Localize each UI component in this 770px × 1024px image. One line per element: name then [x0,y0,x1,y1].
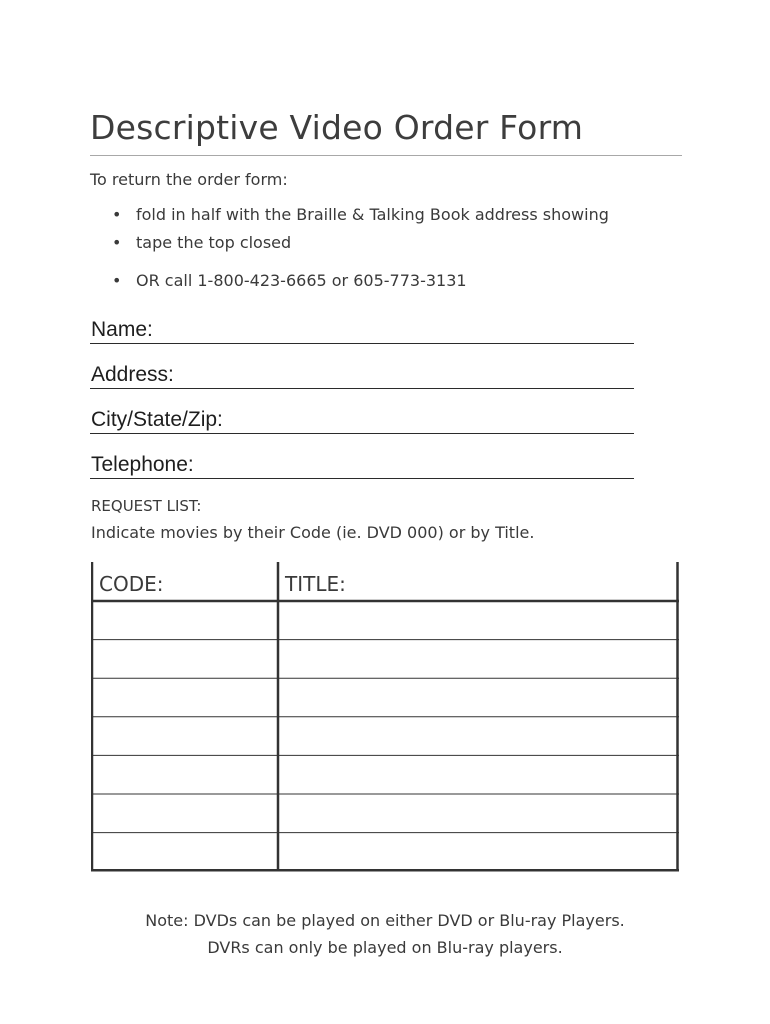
title-cell[interactable] [281,642,674,677]
bullet-icon: • [112,271,122,290]
request-list-heading: REQUEST LIST: [91,497,202,515]
title-divider [90,155,682,156]
code-cell[interactable] [94,835,275,870]
city-state-zip-label: City/State/Zip: [91,408,223,431]
instruction-text: OR call 1-800-423-6665 or 605-773-3131 [136,271,467,290]
name-label: Name: [91,318,153,341]
note-line-1: Note: DVDs can be played on either DVD or Blu-ray Players. [145,911,625,930]
address-field[interactable] [90,360,634,389]
bullet-icon: • [112,233,122,252]
title-cell[interactable] [281,603,674,638]
instruction-text: tape the top closed [136,233,292,252]
code-cell[interactable] [94,642,275,677]
address-label: Address: [91,363,174,386]
telephone-label: Telephone: [91,453,194,476]
title-column-header: TITLE: [285,572,346,596]
request-table [91,562,679,872]
title-cell[interactable] [281,680,674,715]
name-field[interactable] [90,315,634,344]
bullet-icon: • [112,205,122,224]
note-line-2: DVRs can only be played on Blu-ray players. [207,938,563,957]
telephone-field[interactable] [90,450,634,479]
return-instructions-intro: To return the order form: [90,170,288,189]
code-column-header: CODE: [99,572,164,596]
code-cell[interactable] [94,757,275,792]
request-list-instruction: Indicate movies by their Code (ie. DVD 000) or by Title. [91,523,535,542]
city-state-zip-field[interactable] [90,405,634,434]
code-cell[interactable] [94,796,275,831]
title-cell[interactable] [281,757,674,792]
code-cell[interactable] [94,719,275,754]
title-cell[interactable] [281,835,674,870]
title-cell[interactable] [281,719,674,754]
code-cell[interactable] [94,680,275,715]
title-cell[interactable] [281,796,674,831]
page-title: Descriptive Video Order Form [90,108,584,147]
code-cell[interactable] [94,603,275,638]
instruction-text: fold in half with the Braille & Talking Book address showing [136,205,609,224]
